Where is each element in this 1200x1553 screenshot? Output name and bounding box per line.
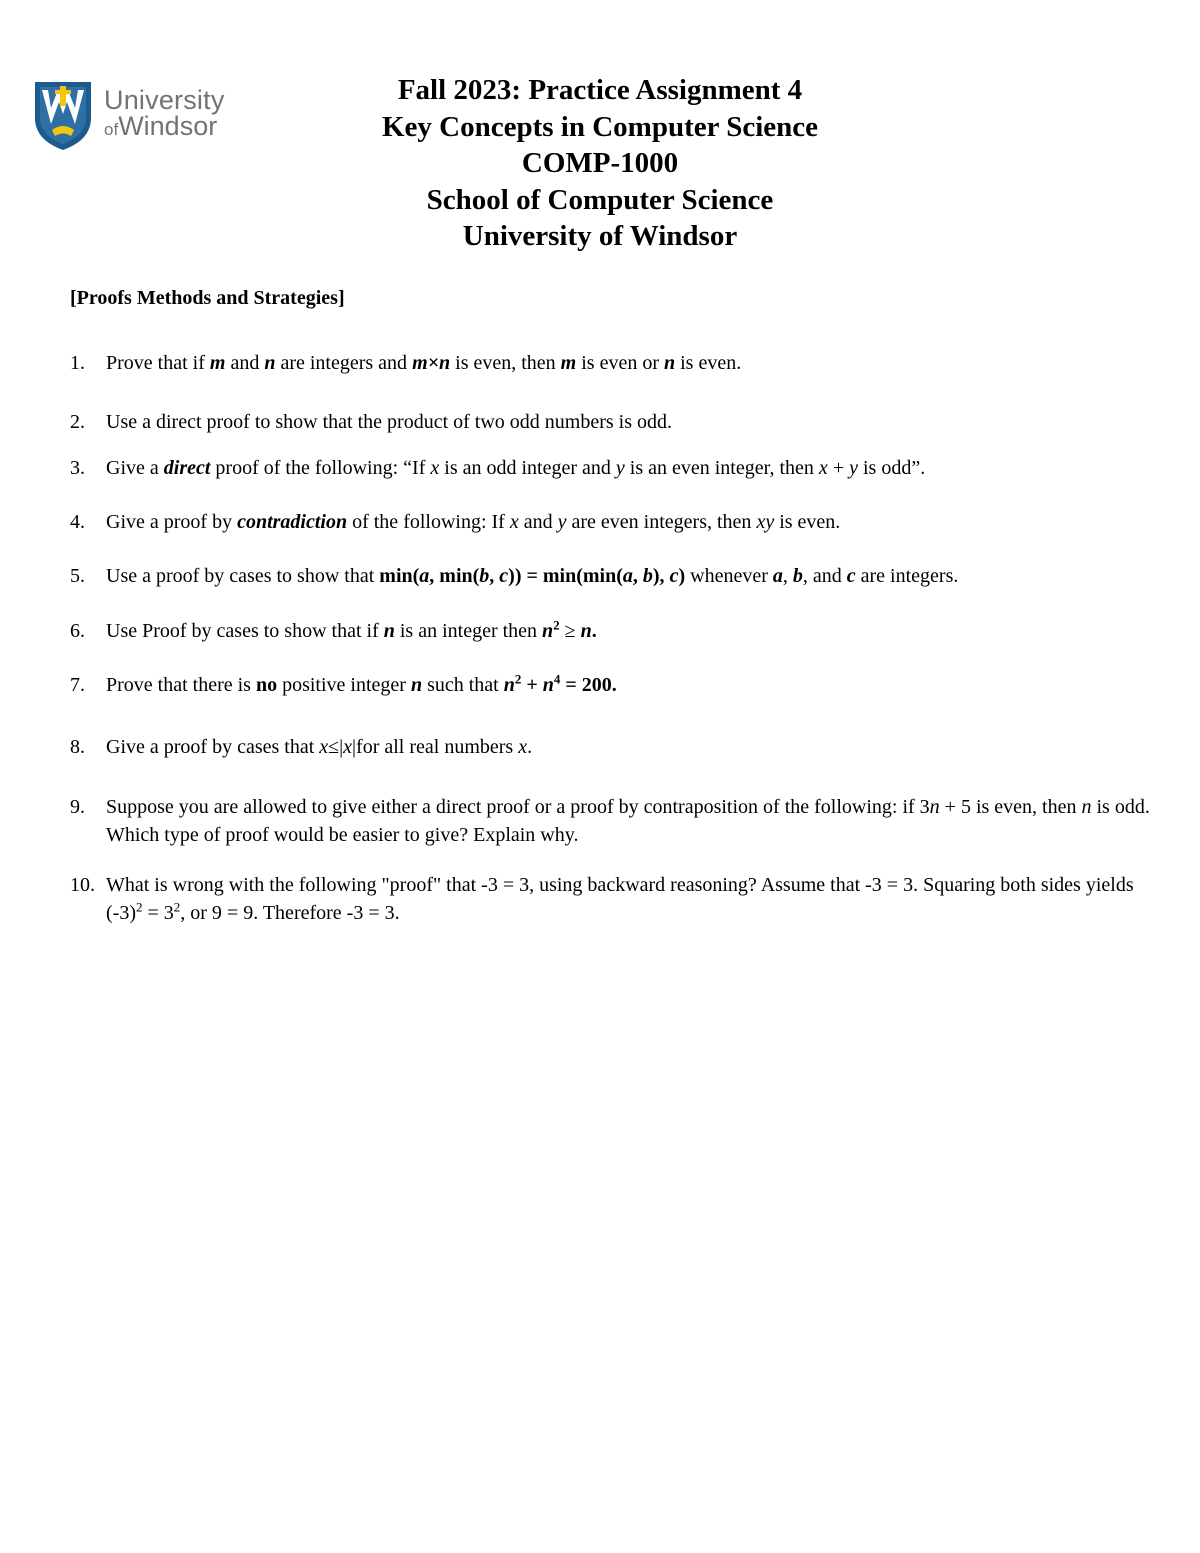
question-5 <box>70 562 1160 590</box>
question-number: 6. <box>70 620 85 642</box>
header-assignment-title: Fall 2023: Practice Assignment 4 <box>397 74 803 106</box>
question-text: Use Proof by cases to show that if n is an integer then $n^2 \ge n$. <box>106 617 597 642</box>
question-10 <box>70 871 1160 927</box>
header-course-name: Key Concepts in Computer Science <box>381 110 819 143</box>
header-school: School of Computer Science <box>426 183 774 216</box>
question-text: What is wrong with the following "proof" that -3 = 3, using backward reasoning? Assume that -3 = 3. Squaring both sides yields $(-3)^2 = 3^2$, or 9 = 9. Therefore -3 = 3. <box>106 874 1134 924</box>
question-text: Use a proof by cases to show that min(a, min(b, c)) = min(min(a, b), c) whenever a, b, and c are integers. <box>106 565 959 587</box>
question-1 <box>70 349 1160 377</box>
question-number: 1. <box>70 352 85 374</box>
question-text: Suppose you are allowed to give either a direct proof or a proof by contraposition of the following: if 3n + 5 is even, then n is odd. Which type of proof would be easier to give? Explain why. <box>106 796 1150 846</box>
question-number: 4. <box>70 511 85 533</box>
logo-of-text: of <box>104 120 119 139</box>
question-6 <box>70 617 1160 645</box>
header-course-code: COMP-1000 <box>521 147 679 179</box>
university-shield-icon <box>32 78 94 152</box>
question-number: 2. <box>70 411 85 433</box>
question-number: 10. <box>70 874 95 896</box>
question-4 <box>70 508 1160 536</box>
header-university: University of Windsor <box>462 220 738 252</box>
university-logo <box>32 78 225 152</box>
logo-university-text: University <box>104 85 225 115</box>
document-header <box>300 72 900 255</box>
question-text: Give a proof by cases that x≤|x|for all real numbers x. <box>106 736 533 758</box>
question-9 <box>70 793 1160 849</box>
logo-windsor-text: Windsor <box>118 111 218 141</box>
question-text: Use a direct proof to show that the product of two odd numbers is odd. <box>106 411 673 433</box>
question-text: Give a proof by contradiction of the following: If x and y are even integers, then xy is even. <box>106 511 841 533</box>
question-text: Prove that if m and n are integers and m×n is even, then m is even or n is even. <box>106 352 742 374</box>
question-3 <box>70 454 1160 482</box>
question-text: Prove that there is no positive integer n such that $n^2 + n^4 = 200$. <box>106 671 617 696</box>
question-number: 5. <box>70 565 85 587</box>
question-text: Give a direct proof of the following: “If x is an odd integer and y is an even integer, then x + y is odd”. <box>106 457 926 479</box>
question-8 <box>70 733 1160 761</box>
question-number: 3. <box>70 457 85 479</box>
question-2 <box>70 408 1160 436</box>
question-number: 9. <box>70 796 85 818</box>
question-7 <box>70 671 1160 699</box>
question-number: 7. <box>70 674 85 696</box>
question-number: 8. <box>70 736 85 758</box>
section-title: [Proofs Methods and Strategies] <box>70 287 345 309</box>
